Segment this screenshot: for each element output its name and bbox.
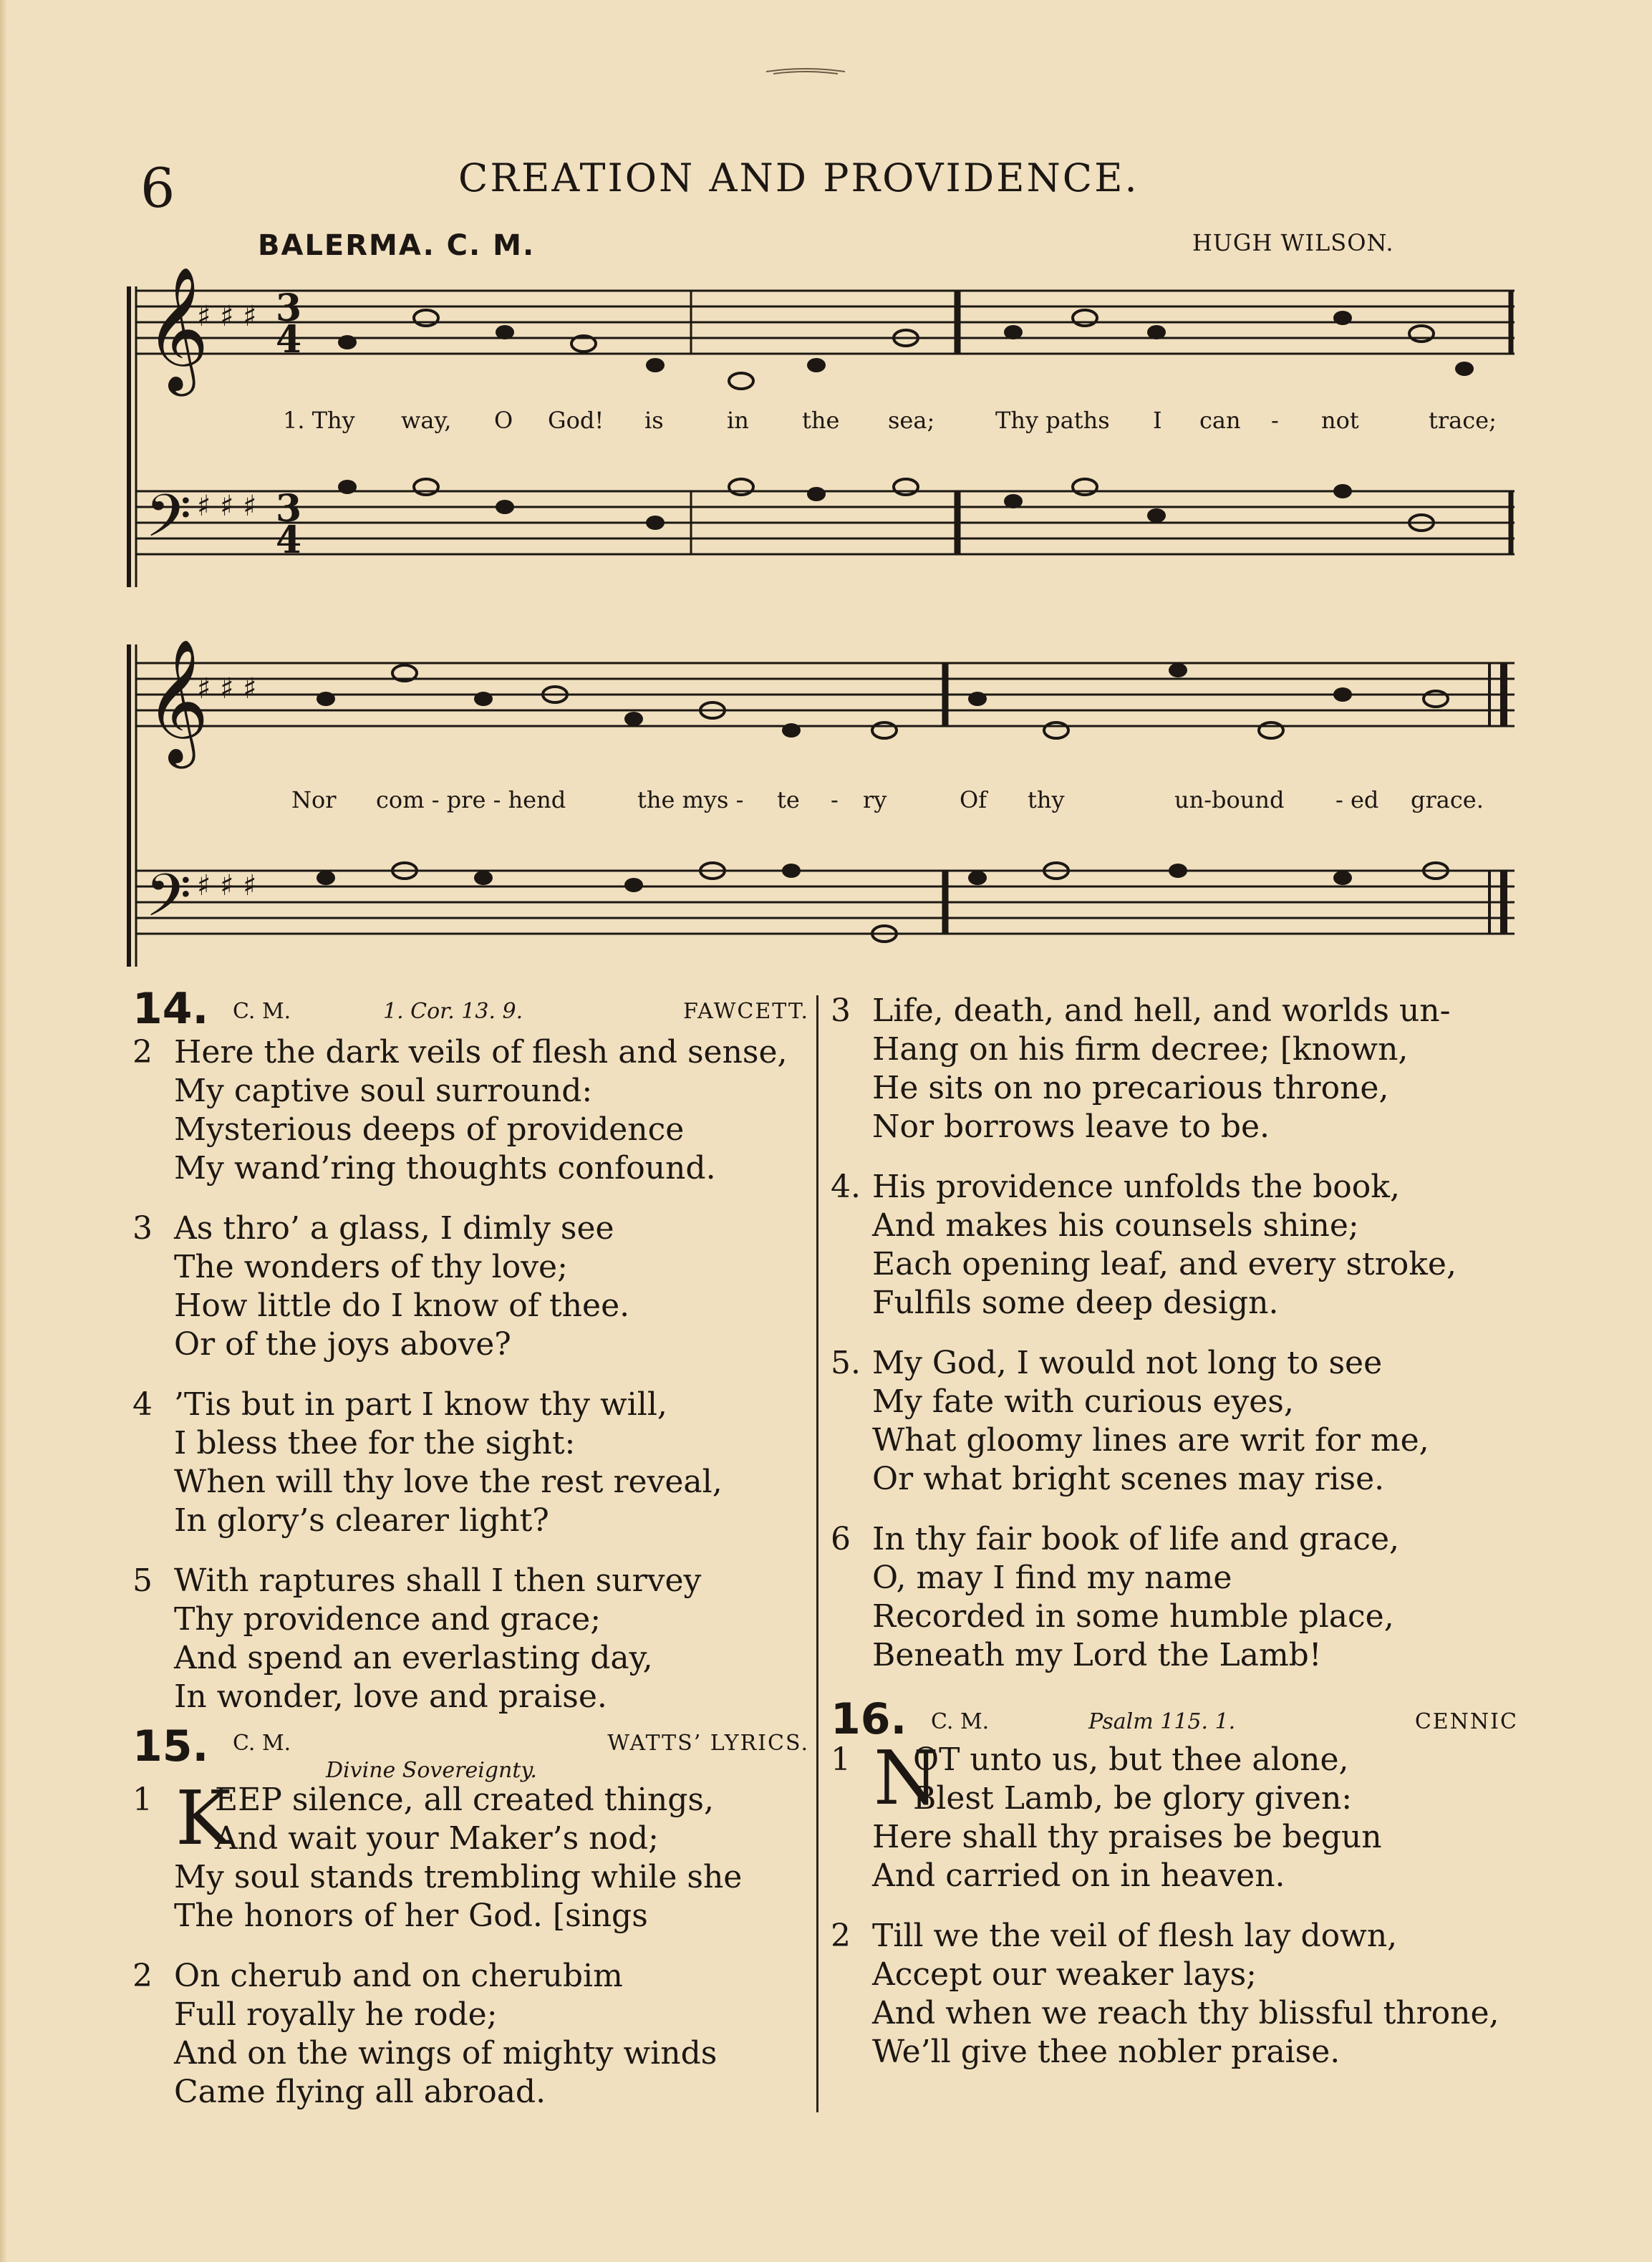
lyric-syllable: un-bound — [1174, 786, 1285, 813]
verse-number: 2 — [831, 1918, 851, 1954]
lyric-syllable: Of — [960, 786, 987, 813]
verse-line: In wonder, love and praise. — [174, 1678, 607, 1715]
hymn-14 — [132, 984, 809, 1716]
verse — [831, 1168, 1518, 1323]
hymn-meter: C. M. — [931, 1709, 990, 1734]
verse-line: My captive soul surround: — [174, 1073, 593, 1109]
verse-line: And wait your Maker’s nod; — [215, 1820, 659, 1857]
verse-line: I bless thee for the sight: — [174, 1425, 576, 1461]
hymn-number: 15. — [132, 1721, 209, 1772]
svg-text:♯ ♯ ♯: ♯ ♯ ♯ — [197, 869, 257, 902]
hymn-number: 16. — [831, 1694, 907, 1744]
svg-text:𝄢: 𝄢 — [145, 481, 192, 565]
verse-number: 4 — [132, 1386, 153, 1423]
verse-line: Life, death, and hell, and worlds un- — [872, 992, 1451, 1029]
column-divider — [816, 995, 818, 2112]
hymn-meter: C. M. — [233, 1731, 291, 1756]
verse-line: Blest Lamb, be glory given: — [913, 1780, 1353, 1817]
verse-line: Or of the joys above? — [174, 1326, 511, 1363]
verse-line: In glory’s clearer light? — [174, 1502, 549, 1539]
drop-cap: K — [175, 1774, 231, 1862]
verse-line: ’Tis but in part I know thy will, — [174, 1386, 667, 1423]
hymn-author: CENNIC — [1414, 1709, 1518, 1734]
lyric-syllable: can — [1199, 407, 1241, 434]
music-system-1 — [125, 258, 1525, 594]
hymn-15 — [132, 1721, 809, 2112]
verse-line: When will thy love the rest reveal, — [174, 1464, 723, 1500]
verse-line: OT unto us, but thee alone, — [913, 1741, 1349, 1778]
verse — [831, 992, 1518, 1146]
verse-line: Or what bright scenes may rise. — [872, 1461, 1385, 1497]
verse — [132, 1562, 809, 1716]
svg-text:♯ ♯ ♯: ♯ ♯ ♯ — [197, 490, 257, 523]
verse-number: 5. — [831, 1345, 861, 1381]
verse-line: Came flying all abroad. — [174, 2074, 546, 2110]
verse-number: 1 — [831, 1741, 851, 1778]
lyric-syllable: God! — [548, 407, 604, 434]
svg-text:♯ ♯ ♯: ♯ ♯ ♯ — [197, 672, 257, 705]
music-system-2 — [125, 630, 1525, 967]
verse-number: 4. — [831, 1169, 861, 1205]
lyric-syllable: Thy paths — [995, 407, 1110, 434]
verse-line: Mysterious deeps of providence — [174, 1111, 685, 1148]
hymn-header — [132, 1721, 809, 1785]
verse-line: Here shall thy praises be begun — [872, 1819, 1382, 1855]
lyric-syllable: com - pre - hend — [376, 786, 566, 813]
verse — [132, 1957, 809, 2112]
verse-line: My wand’ring thoughts confound. — [174, 1150, 716, 1186]
verse-line: My fate with curious eyes, — [872, 1383, 1294, 1420]
svg-text:3: 3 — [276, 286, 302, 330]
verse-line: His providence unfolds the book, — [872, 1169, 1400, 1205]
verse — [831, 1520, 1518, 1675]
hymn-scripture: 1. Cor. 13. 9. — [383, 999, 523, 1024]
top-ornament — [766, 66, 845, 77]
lyric-syllable: 1. Thy — [283, 407, 355, 434]
verse-number: 6 — [831, 1521, 851, 1557]
verse-line: O, may I find my name — [872, 1560, 1232, 1596]
tune-name: BALERMA. C. M. — [258, 229, 536, 262]
verse-line: What gloomy lines are writ for me, — [872, 1422, 1429, 1459]
lyric-syllable: - ed — [1335, 786, 1379, 813]
lyric-syllable: O — [494, 407, 513, 434]
verse-line: Each opening leaf, and every stroke, — [872, 1246, 1457, 1282]
page-number: 6 — [140, 156, 175, 220]
hymn-scripture: Psalm 115. 1. — [1088, 1709, 1236, 1734]
verse-number: 1 — [132, 1782, 153, 1818]
verse-line: And on the wings of mighty winds — [174, 2035, 718, 2072]
hymn-14-continued — [831, 992, 1518, 1675]
verse-line: Accept our weaker lays; — [872, 1956, 1257, 1993]
verse-line: On cherub and on cherubim — [174, 1958, 623, 1994]
left-column — [132, 984, 809, 2133]
lyrics-line-1 — [125, 407, 1525, 435]
lyric-syllable: te — [777, 786, 800, 813]
verse-line: Nor borrows leave to be. — [872, 1108, 1270, 1145]
verse-line: Recorded in some humble place, — [872, 1598, 1394, 1635]
verse-line: Here the dark veils of flesh and sense, — [174, 1034, 788, 1070]
lyric-syllable: I — [1153, 407, 1162, 434]
verse-line: In thy fair book of life and grace, — [872, 1521, 1400, 1557]
verse-line: And carried on in heaven. — [872, 1857, 1285, 1894]
verse-line: How little do I know of thee. — [174, 1287, 630, 1324]
verse-line: And makes his counsels shine; — [872, 1207, 1359, 1244]
verse — [132, 1774, 809, 1935]
verse-line: As thro’ a glass, I dimly see — [174, 1210, 614, 1247]
svg-text:𝄞: 𝄞 — [145, 639, 209, 763]
svg-text:𝄞: 𝄞 — [145, 266, 209, 391]
verse-number: 2 — [132, 1034, 153, 1070]
lyric-syllable: not — [1321, 407, 1359, 434]
verse-number: 5 — [132, 1562, 153, 1599]
page-edge — [0, 0, 7, 2262]
lyric-syllable: is — [644, 407, 664, 434]
verse — [132, 1033, 809, 1188]
hymn-header — [132, 984, 809, 1034]
svg-text:4: 4 — [276, 518, 302, 562]
svg-text:3: 3 — [276, 487, 302, 531]
hymn-subtitle: Divine Sovereignty. — [326, 1758, 537, 1783]
lyric-syllable: - — [1271, 407, 1279, 434]
lyric-syllable: way, — [401, 407, 452, 434]
verse-number: 3 — [132, 1210, 153, 1247]
drop-cap: N — [874, 1734, 939, 1822]
lyric-syllable: trace; — [1429, 407, 1497, 434]
verse — [831, 1734, 1518, 1895]
verse-line: Thy providence and grace; — [174, 1601, 602, 1638]
lyric-syllable: thy — [1028, 786, 1065, 813]
lyric-syllable: - — [831, 786, 839, 813]
hymn-16 — [831, 1694, 1518, 2072]
verse-line: Hang on his firm decree; [known, — [872, 1031, 1409, 1068]
svg-text:𝄢: 𝄢 — [145, 861, 192, 944]
verse-line: My soul stands trembling while she — [174, 1859, 743, 1895]
verse — [831, 1917, 1518, 2072]
verse-line: And spend an everlasting day, — [174, 1640, 653, 1676]
verse-number: 3 — [831, 992, 851, 1029]
verse-line: We’ll give thee nobler praise. — [872, 2034, 1341, 2070]
svg-text:♯ ♯ ♯: ♯ ♯ ♯ — [197, 300, 257, 333]
running-head: CREATION AND PROVIDENCE. — [458, 155, 1139, 200]
verse-line: Full royally he rode; — [174, 1996, 498, 2033]
verse — [132, 1386, 809, 1540]
verse-line: EEP silence, all created things, — [215, 1782, 714, 1818]
verse-line: He sits on no precarious throne, — [872, 1070, 1389, 1106]
lyric-syllable: the mys - — [637, 786, 744, 813]
verse — [831, 1344, 1518, 1499]
verse — [132, 1209, 809, 1364]
verse-line: Beneath my Lord the Lamb! — [872, 1637, 1322, 1673]
verse-line: Till we the veil of flesh lay down, — [872, 1918, 1398, 1954]
lyric-syllable: grace. — [1411, 786, 1484, 813]
lyric-syllable: in — [727, 407, 749, 434]
verse-line: And when we reach thy blissful throne, — [872, 1995, 1499, 2031]
verse-line: With raptures shall I then survey — [174, 1562, 702, 1599]
verse-line: The honors of her God. [sings — [174, 1898, 648, 1934]
tune-composer: HUGH WILSON. — [1192, 229, 1394, 256]
hymn-author: WATTS’ LYRICS. — [607, 1731, 809, 1756]
verse-line: Fulfils some deep design. — [872, 1285, 1279, 1321]
svg-text:4: 4 — [276, 318, 302, 362]
lyric-syllable: the — [802, 407, 840, 434]
lyric-syllable: sea; — [888, 407, 935, 434]
hymn-number: 14. — [132, 984, 209, 1034]
right-column — [831, 992, 1518, 2093]
lyrics-line-2 — [125, 786, 1525, 815]
hymn-meter: C. M. — [233, 999, 291, 1024]
hymn-author: FAWCETT. — [682, 999, 809, 1024]
verse-line: My God, I would not long to see — [872, 1345, 1383, 1381]
verse-line: The wonders of thy love; — [174, 1249, 568, 1285]
lyric-syllable: Nor — [291, 786, 337, 813]
verse-number: 2 — [132, 1958, 153, 1994]
lyric-syllable: ry — [863, 786, 887, 813]
